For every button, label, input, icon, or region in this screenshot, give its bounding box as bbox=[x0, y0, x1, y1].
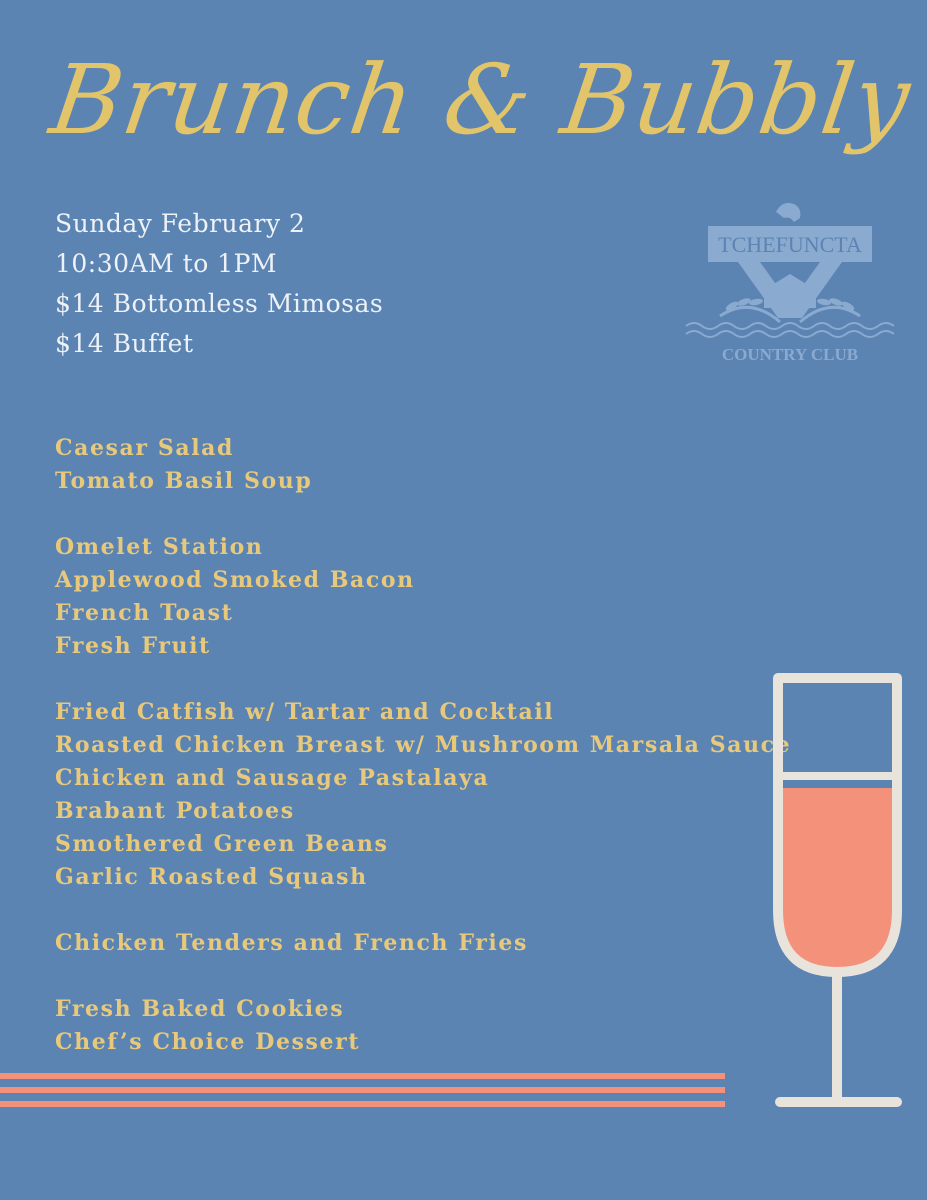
mimosa-price: $14 Bottomless Mimosas bbox=[55, 289, 384, 318]
event-time: 10:30AM to 1PM bbox=[55, 249, 278, 278]
menu-item: Applewood Smoked Bacon bbox=[55, 567, 415, 593]
champagne-glass-icon bbox=[770, 670, 905, 1110]
menu-group bbox=[55, 993, 791, 1059]
eagle-icon bbox=[776, 203, 800, 222]
logo-top-text: TCHEFUNCTA bbox=[718, 232, 862, 257]
menu-item: Caesar Salad bbox=[55, 435, 234, 461]
menu-item: Garlic Roasted Squash bbox=[55, 864, 368, 890]
event-title: Brunch & Bubbly bbox=[44, 44, 918, 156]
menu-item: Fresh Fruit bbox=[55, 633, 211, 659]
event-date: Sunday February 2 bbox=[55, 209, 306, 238]
buffet-price: $14 Buffet bbox=[55, 329, 194, 358]
club-logo bbox=[680, 198, 900, 373]
menu-item: Omelet Station bbox=[55, 534, 264, 560]
logo-bottom-text: COUNTRY CLUB bbox=[721, 345, 859, 364]
stripes-decoration bbox=[0, 1073, 725, 1109]
menu-item: Fried Catfish w/ Tartar and Cocktail bbox=[55, 699, 555, 725]
menu-group bbox=[55, 432, 791, 498]
menu-item: Roasted Chicken Breast w/ Mushroom Marsala Sauce bbox=[55, 732, 792, 758]
menu-group bbox=[55, 531, 791, 663]
menu-item: Brabant Potatoes bbox=[55, 798, 295, 824]
menu-item: French Toast bbox=[55, 600, 234, 626]
menu-group bbox=[55, 696, 791, 894]
event-details bbox=[55, 204, 383, 364]
menu-item: Tomato Basil Soup bbox=[55, 468, 313, 494]
menu-group bbox=[55, 927, 791, 960]
menu-list bbox=[55, 432, 791, 1092]
menu-item: Chef’s Choice Dessert bbox=[55, 1029, 361, 1055]
menu-item: Chicken and Sausage Pastalaya bbox=[55, 765, 490, 791]
menu-item: Fresh Baked Cookies bbox=[55, 996, 345, 1022]
menu-item: Smothered Green Beans bbox=[55, 831, 389, 857]
menu-item: Chicken Tenders and French Fries bbox=[55, 930, 528, 956]
